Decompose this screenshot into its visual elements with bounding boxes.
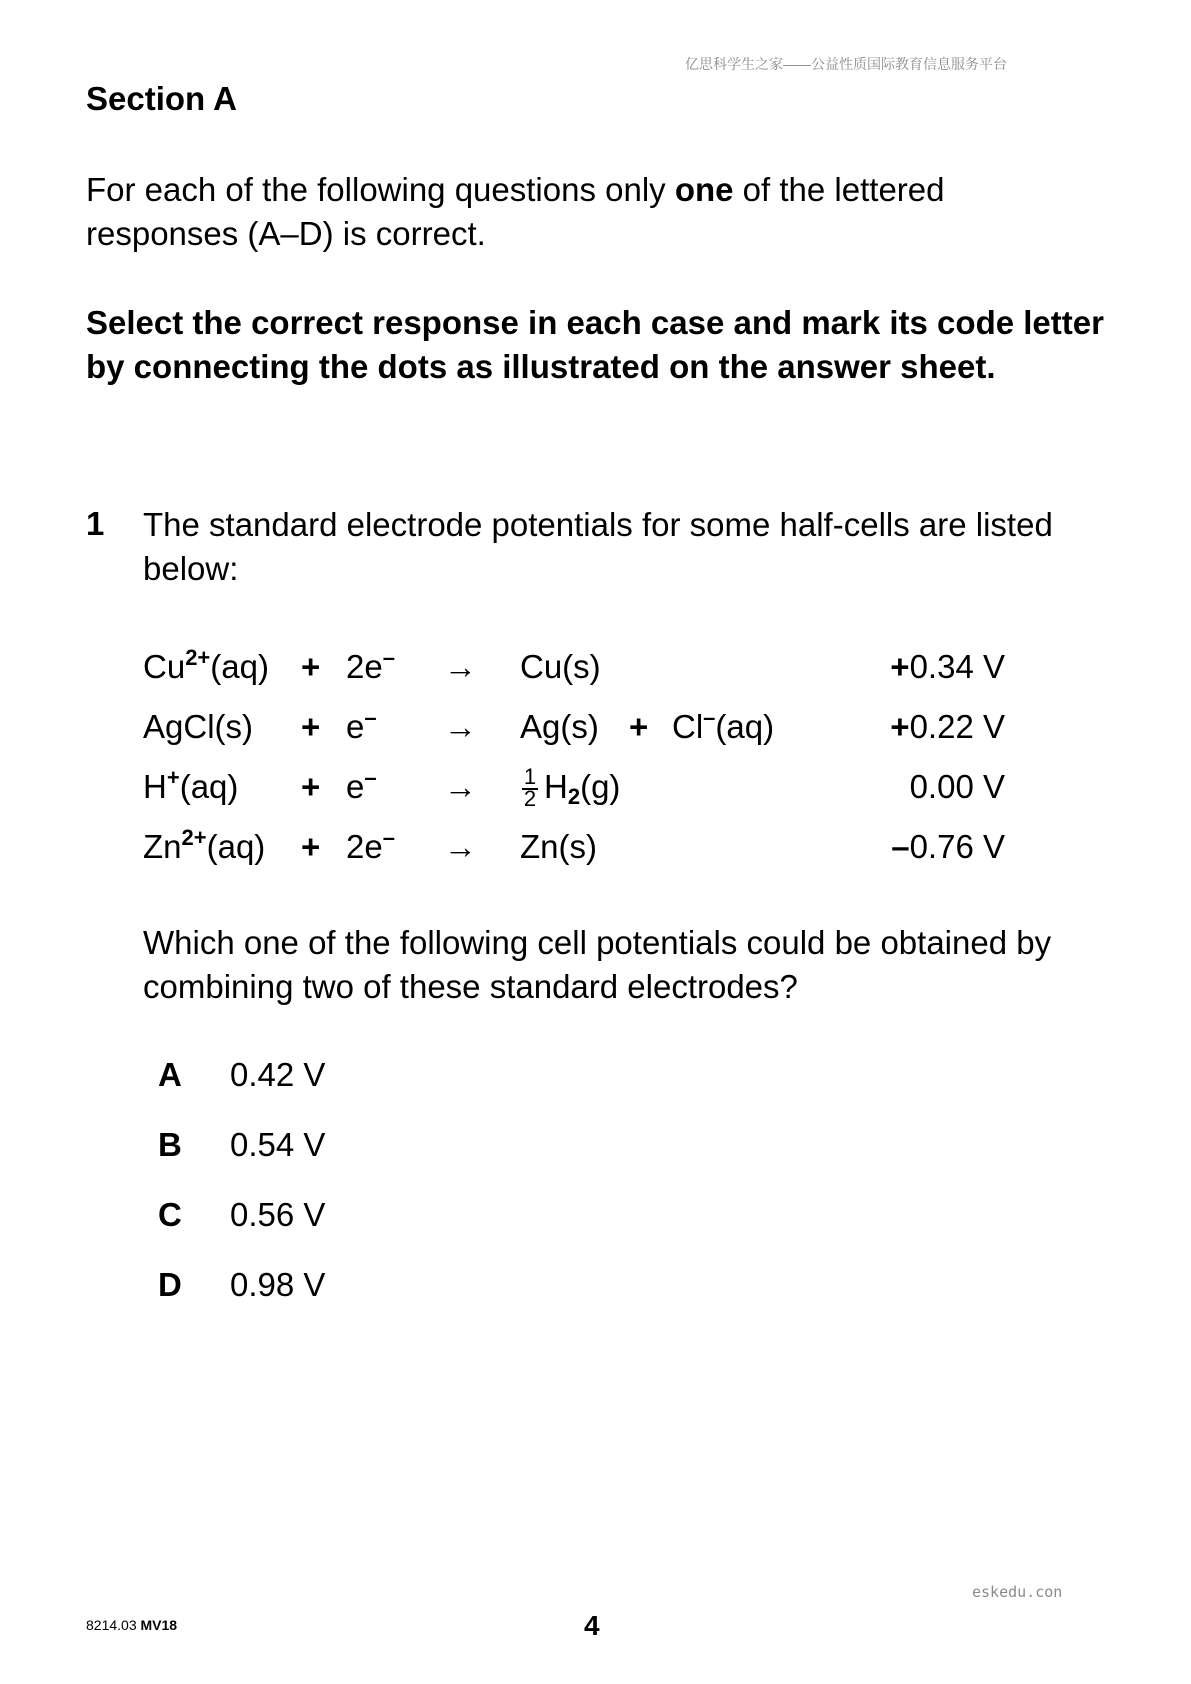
reactant: $Zn^{2+}(aq)$: [143, 825, 266, 865]
answer-option-b[interactable]: [0, 1120, 600, 1170]
plus-sign: +: [301, 648, 321, 685]
option-value: 0.42 V: [230, 1056, 326, 1093]
paper-code: 8214.03 MV18: [86, 1617, 178, 1633]
half-cell-row-hydrogen: [0, 762, 1191, 812]
plus-sign: +: [629, 708, 649, 745]
answer-option-d[interactable]: [0, 1260, 600, 1310]
electrode-potential: –0.76 V: [891, 828, 1005, 865]
intro-text-end: of the lettered responses (A–D) is correct.: [86, 171, 945, 252]
plus-sign: +: [301, 708, 321, 745]
reactant: H+(aq): [143, 765, 239, 805]
plus-sign: +: [301, 828, 321, 865]
option-value: 0.56 V: [230, 1196, 326, 1233]
option-value: 0.98 V: [230, 1266, 326, 1303]
electrons: e–: [346, 765, 377, 805]
electrons: 2e–: [346, 825, 395, 865]
section-title: Section A: [86, 80, 237, 117]
page-number: 4: [584, 1610, 600, 1641]
question-prompt: Which one of the following cell potentials could be obtained by combining two of these standard electrodes?: [143, 924, 1052, 1005]
watermark-top: 亿思科学生之家——公益性质国际教育信息服务平台: [685, 56, 1007, 72]
option-value: 0.54 V: [230, 1126, 326, 1163]
arrow-icon: →: [444, 828, 477, 865]
reactant: $Cu^{2+}(aq)$: [143, 645, 269, 685]
product: Ag(s): [520, 708, 599, 745]
plus-sign: +: [301, 768, 321, 805]
half-cell-row-zinc: [0, 822, 1191, 872]
watermark-bottom: eskedu.con: [972, 1583, 1063, 1601]
product: $\frac{1}{2}$ $H_2(g)$: [520, 762, 620, 812]
reactant: AgCl(s): [143, 708, 254, 745]
electrode-potential: 0.00 V: [909, 768, 1005, 805]
electrons: e–: [346, 705, 377, 745]
option-letter: D: [158, 1266, 182, 1303]
instruction-paragraph: Select the correct response in each case and mark its code letter by connecting the dots as illustrated on the answer sheet.: [86, 304, 1104, 385]
electrode-potential: +0.22 V: [890, 708, 1005, 745]
electrode-potential: +0.34 V: [890, 648, 1005, 685]
answer-option-a[interactable]: [0, 1050, 600, 1100]
intro-text-start: For each of the following questions only: [86, 171, 675, 208]
intro-paragraph: [86, 168, 1086, 256]
option-letter: C: [158, 1196, 182, 1233]
arrow-icon: →: [444, 708, 477, 745]
option-letter: A: [158, 1056, 182, 1093]
arrow-icon: →: [444, 768, 477, 805]
half-cell-row-copper: [0, 642, 1191, 692]
half-fraction: $\frac{1}{2}$: [523, 764, 537, 811]
question-number: 1: [86, 505, 105, 542]
answer-option-c[interactable]: [0, 1190, 600, 1240]
electrons: 2e–: [346, 645, 395, 685]
intro-text-bold: one: [674, 171, 734, 208]
arrow-icon: →: [444, 648, 477, 685]
option-letter: B: [158, 1126, 182, 1163]
product: Cu(s): [520, 648, 601, 685]
question-stem: The standard electrode potentials for some half-cells are listed below:: [143, 506, 1053, 587]
product: Zn(s): [520, 828, 597, 865]
second-product: Cl–(aq): [672, 705, 775, 745]
half-cell-row-silver-chloride: [0, 702, 1191, 752]
